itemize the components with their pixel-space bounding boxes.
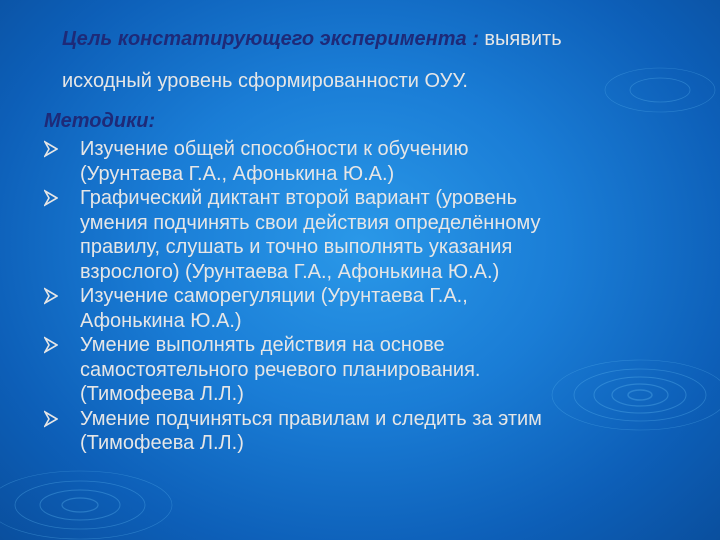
arrowhead-bullet-icon	[44, 336, 58, 354]
method-item-line: (Тимофеева Л.Л.)	[80, 383, 244, 405]
method-item-line: правилу, слушать и точно выполнять указания	[80, 236, 513, 258]
method-item-line: (Тимофеева Л.Л.)	[80, 432, 244, 454]
method-item-line: Умение подчиняться правилам и следить за этим	[80, 407, 542, 430]
method-item-line: Графический диктант второй вариант (уровень	[80, 187, 518, 209]
method-item-line: умения подчинять свои действия определённому	[80, 211, 541, 234]
method-item-line: взрослого) (Урунтаева Г.А., Афонькина Ю.А.)	[80, 260, 500, 283]
methods-list	[44, 137, 684, 456]
goal-text-line1: выявить	[478, 28, 562, 50]
goal-label: Цель констатирующего эксперимента :	[62, 28, 479, 50]
arrowhead-bullet-icon	[44, 189, 58, 207]
methods-title: Методики:	[44, 110, 156, 132]
method-item-line: Афонькина Ю.А.)	[80, 309, 242, 332]
goal-paragraph	[62, 28, 702, 92]
arrowhead-bullet-icon	[44, 287, 58, 305]
method-item-line: Изучение саморегуляции (Урунтаева Г.А.,	[80, 285, 468, 307]
method-item-line: самостоятельного речевого планирования.	[80, 358, 481, 381]
method-item	[44, 186, 684, 284]
method-item-line: (Урунтаева Г.А., Афонькина Ю.А.)	[80, 162, 395, 185]
method-item	[44, 137, 684, 186]
goal-text-line2: исходный уровень сформированности ОУУ.	[62, 70, 468, 92]
method-item-line: Умение выполнять действия на основе	[80, 334, 445, 356]
method-item	[44, 333, 684, 407]
method-item	[44, 284, 684, 333]
arrowhead-bullet-icon	[44, 140, 58, 158]
method-item	[44, 407, 684, 456]
method-item-line: Изучение общей способности к обучению	[80, 138, 469, 160]
arrowhead-bullet-icon	[44, 410, 58, 428]
